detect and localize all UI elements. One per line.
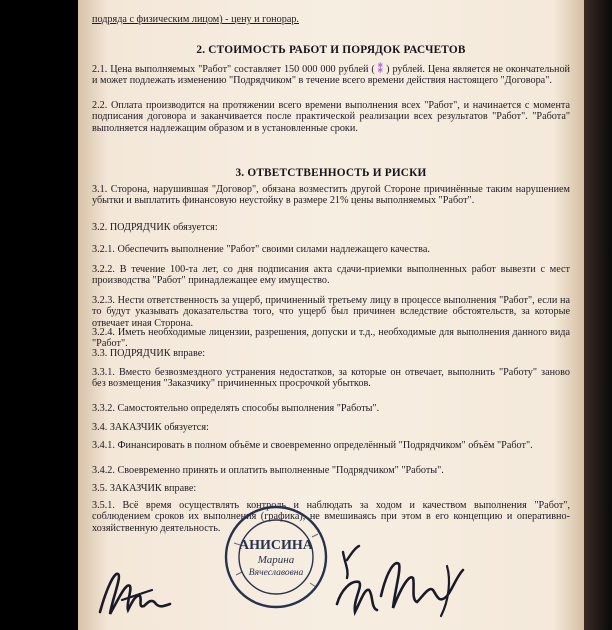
- ink-mark: ⁑: [374, 64, 387, 75]
- clause-3-5-1: 3.5.1. Всё время осуществлять контроль и наблюдать за ходом и качеством выполнения "Работ", соблюдением сроков их выполнения (графика), не вмешиваясь при этом в его концепцию и оперативно-хозяйственную деятельность.: [92, 500, 570, 534]
- clause-3-3: 3.3. ПОДРЯДЧИК вправе:: [92, 348, 206, 359]
- clause-2-1-part-b: ) рублей. Цена является не окончательной и может подлежать изменению "Подрядчиком" в течение всего времени действия настоящего "Договора".: [92, 64, 571, 87]
- signature-left-icon: [92, 560, 182, 630]
- clause-2-2: 2.2. Оплата производится на протяжении всего времени выполнения всех "Работ", и начинается с момента подписания договора и заканчивается после практической реализации всех результатов "Работ". "Работа" выполняется надлежащим образом и в установленные сроки.: [92, 100, 570, 134]
- clause-3-4: 3.4. ЗАКАЗЧИК обязуется:: [92, 422, 209, 433]
- page-edge-shadow: [584, 0, 612, 630]
- top-line: подряда с физическим лицом) - цену и гонорар.: [92, 14, 299, 25]
- stamp-line-2: Марина: [257, 554, 295, 566]
- stamp-line-3: Вячеславовна: [248, 568, 304, 578]
- clause-3-2: 3.2. ПОДРЯДЧИК обязуется:: [92, 222, 218, 233]
- clause-2-1-part-a: 2.1. Цена выполняемых "Работ" составляет 150 000 000 рублей (: [92, 64, 375, 75]
- stamp-line-1: АНИСИНА: [239, 538, 313, 553]
- clause-3-3-2: 3.3.2. Самостоятельно определять способы выполнения "Работы".: [92, 403, 380, 414]
- clause-2-1: [92, 64, 570, 87]
- clause-3-4-2: 3.4.2. Своевременно принять и оплатить выполненные "Подрядчиком" "Работы".: [92, 465, 444, 476]
- clause-3-2-3: 3.2.3. Нести ответственность за ущерб, причиненный третьему лицу в процессе выполнения "Работ", если на то будут указывать доказательства того, что ущерб был причинен вследствие обстоятельств, за которые отвечает иная Сторона.: [92, 295, 570, 329]
- section-3-title: 3. ОТВЕТСТВЕННОСТЬ И РИСКИ: [235, 167, 427, 179]
- clause-3-3-1: 3.3.1. Вместо безвозмездного устранения недостатков, за которые он отвечает, выполнить "Работу" заново без возмещения "Заказчику" причиненных просрочкой убытков.: [92, 367, 570, 390]
- section-2-title: 2. СТОИМОСТЬ РАБОТ И ПОРЯДОК РАСЧЕТОВ: [196, 44, 466, 56]
- clause-3-2-4: 3.2.4. Иметь необходимые лицензии, разрешения, допуски и т.д., необходимые для выполнения данного вида "Работ".: [92, 327, 570, 350]
- clause-3-2-2: 3.2.2. В течение 100-та лет, со дня подписания акта сдачи-приемки выполненных работ вывезти с мест производства "Работ" принадлежащее ему имущество.: [92, 264, 570, 287]
- clause-3-2-1: 3.2.1. Обеспечить выполнение "Работ" своими силами надлежащего качества.: [92, 244, 430, 255]
- stamp-seal-icon: [222, 503, 330, 611]
- clause-3-1: 3.1. Сторона, нарушившая "Договор", обязана возместить другой Стороне причинённые таким нарушением убытки и выплатить финансовую неустойку в размере 21% цены выполняемых "Работ".: [92, 184, 570, 207]
- clause-3-4-1: 3.4.1. Финансировать в полном объёме и своевременно определённый "Подрядчиком" объём "Работ".: [92, 440, 533, 451]
- signature-right-icon: [325, 530, 475, 630]
- clause-3-5: 3.5. ЗАКАЗЧИК вправе:: [92, 483, 197, 494]
